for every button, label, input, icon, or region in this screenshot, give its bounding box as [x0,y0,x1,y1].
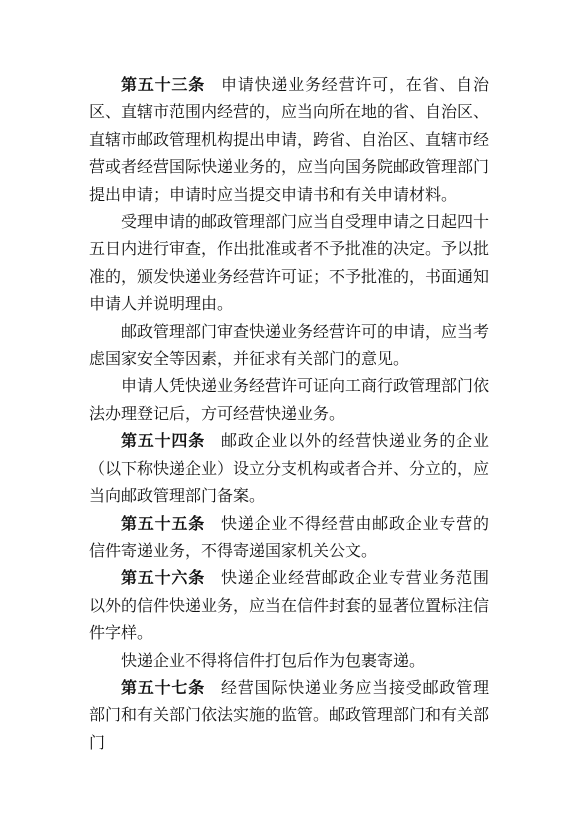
article-54-paragraph [89,427,489,509]
paragraph-text: 邮政管理部门审查快递业务经营许可的申请，应当考虑国家安全等因素，并征求有关部门的意见。 [89,321,490,369]
article-53-paragraph-2 [89,208,489,318]
paragraph-text: 快递企业不得经营由邮政企业专营的信件寄递业务，不得寄递国家机关公文。 [89,513,489,560]
paragraph-text: 受理申请的邮政管理部门应当自受理申请之日起四十五日内进行审查，作出批准或者不予批准的决定。予以批准的，颁发快递业务经营许可证；不予批准的，书面通知申请人并说明理由。 [89,212,490,314]
paragraph-text: 申请快递业务经营许可，在省、自治区、直辖市范围内经营的，应当向所在地的省、自治区、直辖市邮政管理机构提出申请，跨省、自治区、直辖市经营或者经营国际快递业务的，应当向国务院邮政管理部门提出申请；申请时应当提交申请书和有关申请材料。 [89,75,490,204]
paragraph-text: 经营国际快递业务应当接受邮政管理部门和有关部门依法实施的监管。邮政管理部门和有关部门 [89,677,490,752]
paragraph-text: 邮政企业以外的经营快递业务的企业（以下称快递企业）设立分支机构或者合并、分立的，应当向邮政管理部门备案。 [89,431,490,506]
article-56-paragraph [89,564,489,646]
article-number: 第五十四条 [121,431,205,451]
article-53-paragraph-3 [89,318,489,373]
article-55-paragraph [89,510,489,565]
paragraph-text: 申请人凭快递业务经营许可证向工商行政管理部门依法办理登记后，方可经营快递业务。 [89,376,490,423]
article-number: 第五十三条 [121,75,205,94]
paragraph-text: 快递企业经营邮政企业专营业务范围以外的信件快递业务，应当在信件封套的显著位置标注信件字样。 [89,568,490,643]
article-57-paragraph [89,674,489,756]
article-number: 第五十六条 [121,568,205,588]
article-number: 第五十五条 [121,513,205,533]
article-56-paragraph-2 [89,647,489,674]
article-number: 第五十七条 [121,677,205,697]
article-53-paragraph [89,71,489,208]
article-53-paragraph-4 [89,372,489,427]
paragraph-text: 快递企业不得将信件打包后作为包裹寄递。 [121,650,426,670]
document-page [89,71,489,756]
